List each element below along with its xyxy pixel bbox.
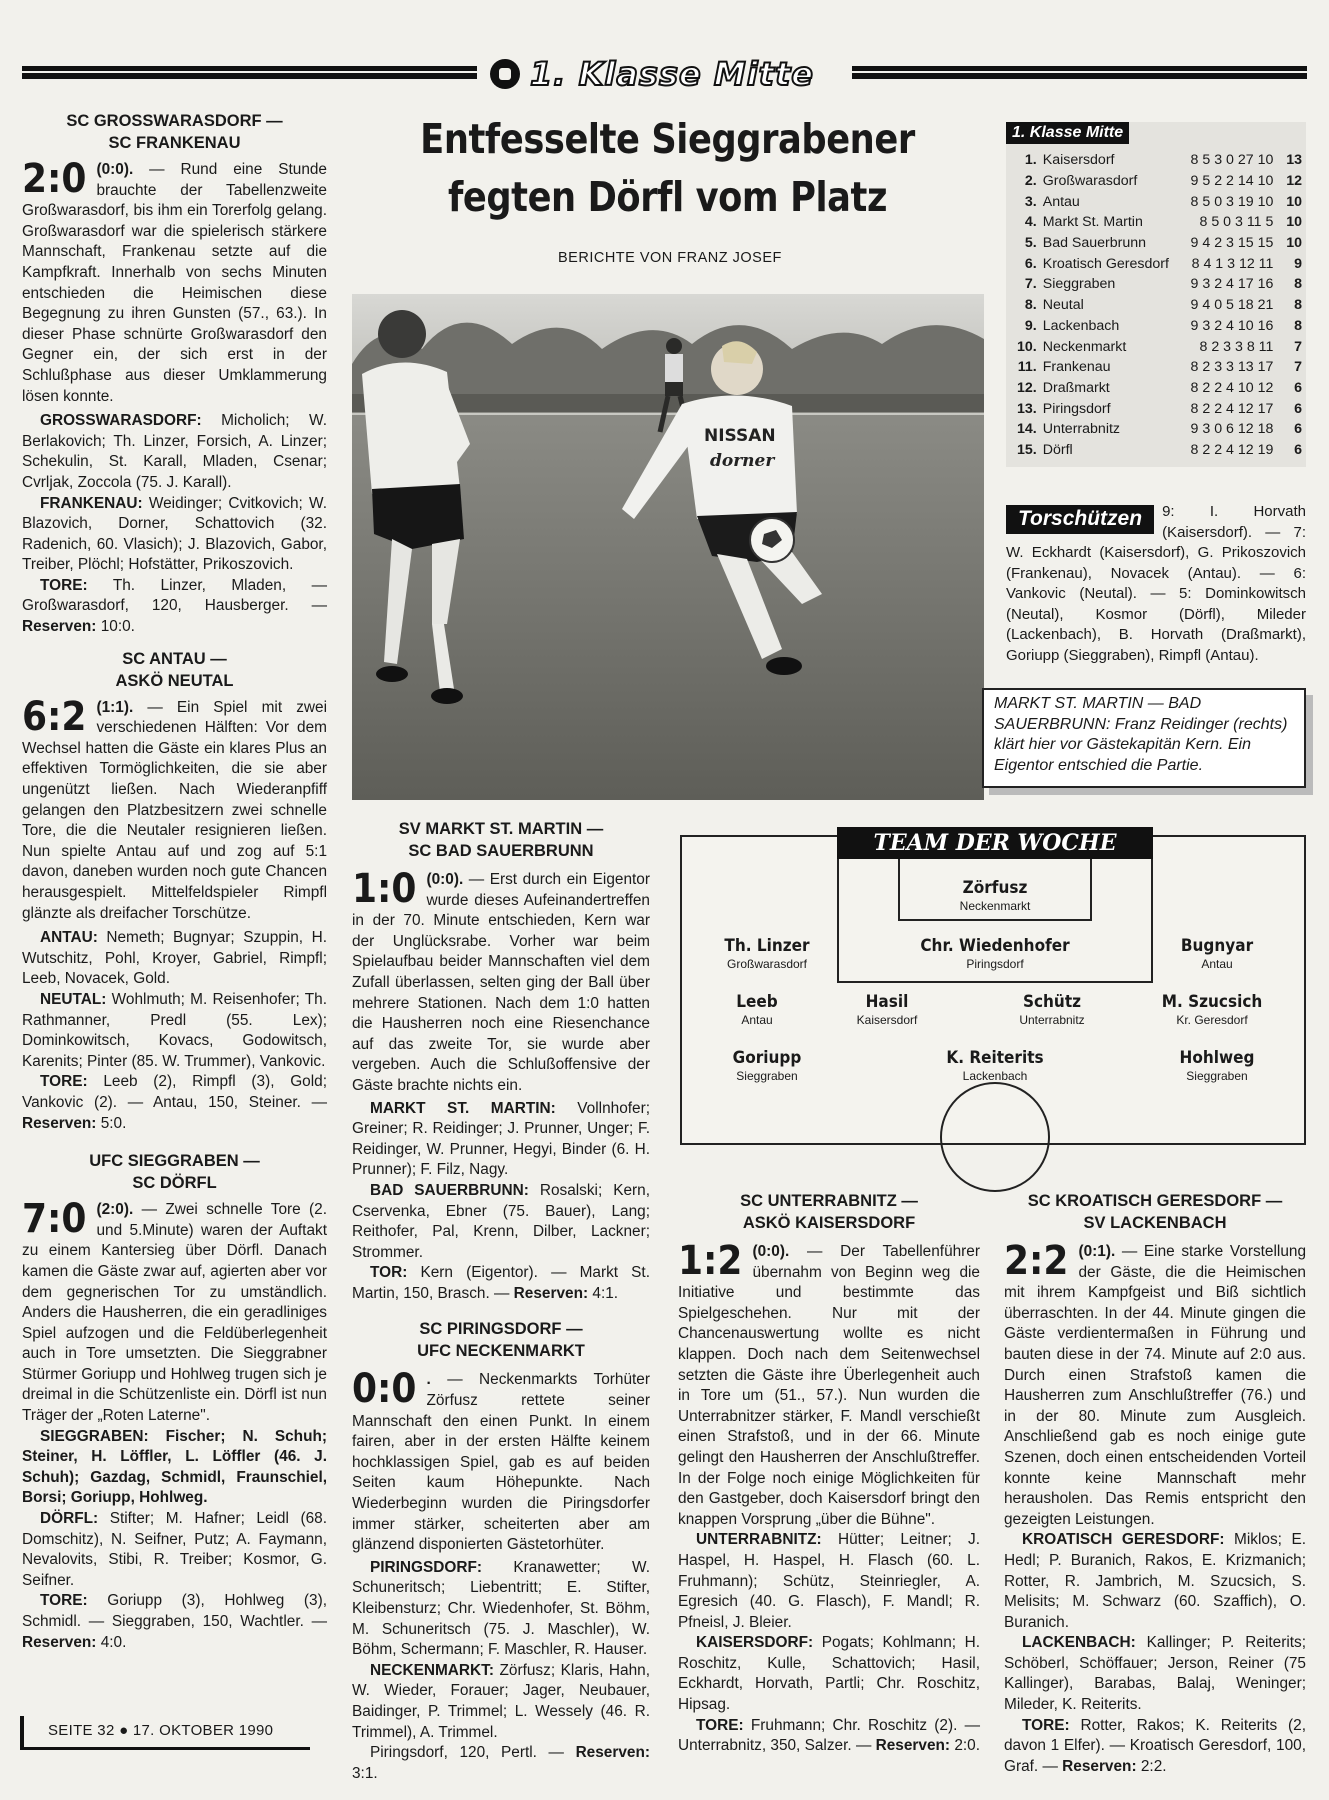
standings-rank: 13. bbox=[1017, 400, 1037, 417]
standings-points: 8 bbox=[1294, 276, 1302, 293]
scorers-title: Torschützen bbox=[1006, 505, 1154, 534]
standings-rank: 6. bbox=[1024, 255, 1037, 272]
team-player bbox=[910, 1047, 1080, 1083]
standings-record: 9 4 2 3 15 15 bbox=[1190, 235, 1274, 252]
lineup-text: Weidinger; Cvitkovich; W. Blazovich, Dorner, Schattovich (32. Radenich, 60. Vlasich); J. Blazovich, Gabor, Treiber, Plöchl; Hofstätter, Prikoszovich. bbox=[22, 494, 327, 574]
standings-row bbox=[1016, 274, 1302, 295]
match-away: SC BAD SAUERBRUNN bbox=[408, 842, 594, 860]
standings-rank: 1. bbox=[1024, 152, 1037, 169]
standings-record: 8 4 1 3 12 11 bbox=[1191, 255, 1274, 272]
match-score: 0:0 bbox=[352, 1366, 417, 1413]
goals-label: TORE: bbox=[40, 1073, 88, 1091]
player-name: Zörfusz bbox=[962, 878, 1028, 898]
column-bottom-3 bbox=[678, 1190, 980, 1757]
standings-table bbox=[1016, 150, 1302, 460]
goals-text: Piringsdorf, 120, Pertl. — bbox=[370, 1744, 564, 1762]
match-text: — Erst durch ein Eigentor wurde dieses Aufeinandertreffen in der 70. Minute entschieden, Kern war der Unglücksrabe. Vorher war beim Spielaufbau beider Mannschaften viel dem Zufall überlassen, selten ging der Ball über mehrere Stationen. Nach dem 1:0 hatten die Hausherren noch eine Riesenchance auf das zweite Tor, sie wurde aber vergeben. Auch die Schlußoffensive der Gäste brachte nichts ein. bbox=[352, 871, 650, 1094]
reserves-label: Reserven: bbox=[22, 618, 97, 636]
team-player bbox=[910, 935, 1080, 971]
goals-text: Fruhmann; Chr. Roschitz (2). — Unterrabnitz, 350, Salzer. — bbox=[678, 1716, 980, 1755]
standings-record: 8 2 3 3 13 17 bbox=[1190, 359, 1274, 376]
standings-rank: 15. bbox=[1017, 441, 1037, 458]
match-home: SC ANTAU — bbox=[122, 649, 227, 668]
center-circle bbox=[940, 1082, 1050, 1192]
standings-row bbox=[1016, 253, 1302, 274]
team-of-week-title: TEAM DER WOCHE bbox=[837, 827, 1153, 859]
player-club: Antau bbox=[1201, 957, 1233, 971]
standings-team: Neutal bbox=[1042, 297, 1084, 314]
player-club: Großwarasdorf bbox=[726, 957, 808, 971]
scorers-text: 9: I. Horvath (Kaisersdorf). — 7: W. Eckhardt (Kaisersdorf), G. Prikoszovich (Frankenau), Novacek (Antau). — 6: Vankovic (Neutal). — 5: Dominkowitsch (Neutal), Kosmor (Dörfl), Mileder (Lackenbach), B. Horvath (Draßmarkt), Goriupp (Sieggraben), Rimpfl (Antau). bbox=[1006, 503, 1306, 664]
lineup-text: Vollnhofer; Greiner; R. Reidinger; J. Prunner, Unger; F. Reidinger, W. Prunner, Hegyi, Binder (6. H. Prunner); F. Filz, Nagy. bbox=[352, 1099, 650, 1179]
column-left bbox=[22, 110, 327, 1653]
standings-points: 12 bbox=[1286, 173, 1302, 190]
match-score: 2:0 bbox=[22, 156, 87, 202]
headline-line-2: fegten Dörfl vom Platz bbox=[447, 173, 888, 221]
standings-row bbox=[1016, 440, 1302, 461]
team-player bbox=[1127, 991, 1297, 1027]
standings-record: 8 2 2 4 12 17 bbox=[1190, 400, 1274, 417]
goals-label: TORE: bbox=[40, 576, 88, 594]
lineup-team: GROSSWARASDORF: bbox=[40, 412, 202, 430]
match-home: SC PIRINGSDORF — bbox=[419, 1320, 583, 1339]
standings-row bbox=[1016, 419, 1302, 440]
halftime-score: (0:0). bbox=[426, 871, 464, 888]
standings-team: Neckenmarkt bbox=[1042, 338, 1127, 355]
goals-label: TORE: bbox=[1022, 1716, 1070, 1734]
reserves-label: Reserven: bbox=[563, 1744, 650, 1762]
lineup-text: Zörfusz; Klaris, Hahn, W. Wieder, Forauer; Jager, Neubauer, Baidinger, P. Trimmel; L. Wessely (46. R. Trimmel), A. Trimmel. bbox=[352, 1661, 650, 1741]
standings-row bbox=[1016, 212, 1302, 233]
player-name: Hasil bbox=[865, 992, 909, 1012]
player-club: Unterrabnitz bbox=[1019, 1013, 1085, 1027]
match-score: 1:2 bbox=[678, 1238, 743, 1284]
standings-rank: 2. bbox=[1024, 173, 1037, 190]
standings-points: 6 bbox=[1294, 400, 1302, 417]
team-player bbox=[910, 877, 1080, 913]
team-player bbox=[682, 935, 852, 971]
lineup-team: UNTERRABNITZ: bbox=[696, 1531, 822, 1549]
halftime-score: (0:0). bbox=[96, 161, 134, 178]
match-text: — Neckenmarkts Torhüter Zörfusz rettete seiner Mannschaft den einen Punkt. In einem fairen, aber in der ersten Hälfte keinem hochklassigen Spiel, gab es auf beiden Seiten kaum Höhepunkte. Nach Wiederbeginn wurden die Piringsdorfer immer stärker, scheiterten aber am glänzend disponierten Gästetorhüter. bbox=[352, 1371, 650, 1554]
reserves-text: 5:0. bbox=[96, 1114, 127, 1132]
lineup-text: Fischer; N. Schuh; Steiner, H. Löffler, L. Löffler (46. J. Schuh); Gazdag, Schmidl, Fraunschiel, Borsi; Goriupp, Hohlweg. bbox=[22, 1427, 327, 1507]
lineup-text: Micholich; W. Berlakovich; Th. Linzer, Forsich, A. Linzer; Schekulin, St. Karall, Mladen, Csenar; Cvrljak, Zoccola (75. J. Karall). bbox=[22, 412, 327, 491]
lineup-text: Stifter; M. Hafner; Leidl (68. Domschitz), N. Seifner, Putz; A. Faymann, Nevalovits, Stibi, R. Treiber; Kosmor, G. Seifner. bbox=[22, 1510, 327, 1589]
match-score: 1:0 bbox=[352, 866, 417, 912]
player-club: Sieggraben bbox=[736, 1069, 798, 1083]
standings-points: 6 bbox=[1294, 379, 1302, 396]
player-club: Kaisersdorf bbox=[856, 1013, 918, 1027]
player-name: M. Szucsich bbox=[1161, 992, 1263, 1012]
goals-text: Rotter, Rakos; K. Reiterits (2, davon 1 Elfer). — Kroatisch Geresdorf, 100, Graf. — bbox=[1004, 1716, 1306, 1775]
standings-title: 1. Klasse Mitte bbox=[1006, 122, 1129, 144]
reserves-text: 2:0. bbox=[950, 1737, 981, 1755]
standings-team: Großwarasdorf bbox=[1042, 173, 1138, 190]
match-score: 6:2 bbox=[22, 693, 87, 740]
standings-record: 8 2 2 4 12 19 bbox=[1190, 441, 1274, 458]
player-name: Schütz bbox=[1022, 992, 1082, 1012]
match-score: 7:0 bbox=[22, 1196, 87, 1243]
standings-row bbox=[1016, 357, 1302, 378]
goals-text: Kern (Eigentor). — Markt St. Martin, 150, Brasch. — bbox=[352, 1264, 650, 1302]
standings-points: 10 bbox=[1286, 193, 1302, 210]
lineup-text: Hütter; Leitner; J. Haspel, H. Haspel, H. Flasch (60. L. Fruhmann); Schütz, Steinriegler, A. Egresich (40. G. Flasch), F. Mandl; R. Pfneisl, J. Bleier. bbox=[678, 1531, 980, 1631]
column-bottom-4 bbox=[1004, 1190, 1306, 1777]
standings-points: 8 bbox=[1294, 297, 1302, 314]
goals-text: Goriupp (3), Hohlweg (3), Schmidl. — Sieggraben, 150, Wachtler. — bbox=[22, 1592, 327, 1630]
match-report-grosswarasdorf bbox=[22, 110, 327, 638]
standings-record: 9 5 2 2 14 10 bbox=[1190, 173, 1274, 190]
lineup-team: BAD SAUERBRUNN: bbox=[370, 1181, 529, 1199]
team-of-week-pitch bbox=[680, 830, 1306, 1145]
match-report-kroatisch-geresdorf bbox=[1004, 1190, 1306, 1777]
standings-team: Lackenbach bbox=[1042, 317, 1120, 334]
team-player bbox=[967, 991, 1137, 1027]
reserves-label: Reserven: bbox=[22, 1114, 97, 1132]
standings-points: 6 bbox=[1294, 421, 1302, 438]
reserves-text: 10:0. bbox=[96, 618, 135, 636]
reserves-label: Reserven: bbox=[871, 1737, 951, 1755]
section-header bbox=[490, 54, 842, 94]
player-club: Lackenbach bbox=[962, 1069, 1028, 1083]
standings-rank: 9. bbox=[1024, 317, 1037, 334]
standings-row bbox=[1016, 191, 1302, 212]
lineup-text: Kallinger; P. Reiterits; Schöberl, Schöffauer; Jerson, Reiner (75 Kallinger), Barabas, Balaj, Weninger; Mileder, K. Reiterits. bbox=[1004, 1634, 1306, 1714]
reserves-text: 3:1. bbox=[352, 1764, 378, 1782]
lineup-text: Nemeth; Bugnyar; Szuppin, H. Wutschitz, Pohl, Kroyer, Gabriel, Rimpfl; Leeb, Novacek, Gold. bbox=[22, 929, 327, 988]
standings-row bbox=[1016, 171, 1302, 192]
player-name: Chr. Wiedenhofer bbox=[920, 936, 1070, 956]
page-footer bbox=[20, 1716, 310, 1750]
standings-team: Frankenau bbox=[1042, 359, 1111, 376]
standings-points: 7 bbox=[1294, 338, 1302, 355]
standings-record: 8 2 2 4 10 12 bbox=[1190, 379, 1274, 396]
standings-record: 9 3 2 4 17 16 bbox=[1190, 276, 1274, 293]
goals-text: Leeb (2), Rimpfl (3), Gold; Vankovic (2). — Antau, 150, Steiner. — bbox=[22, 1073, 327, 1111]
standings-record: 8 2 3 3 8 11 bbox=[1199, 338, 1274, 355]
player-club: Kr. Geresdorf bbox=[1176, 1013, 1248, 1027]
standings-team: Antau bbox=[1042, 193, 1080, 210]
standings-rank: 5. bbox=[1024, 235, 1037, 252]
standings-record: 9 3 0 6 12 18 bbox=[1190, 421, 1274, 438]
player-name: Th. Linzer bbox=[724, 936, 810, 956]
standings-team: Markt St. Martin bbox=[1042, 214, 1143, 231]
shirt-text-2: dorner bbox=[710, 451, 775, 471]
match-photo bbox=[352, 294, 984, 800]
header-rule-right bbox=[852, 66, 1307, 79]
standings-record: 9 3 2 4 10 16 bbox=[1190, 317, 1274, 334]
match-report-piringsdorf bbox=[352, 1318, 650, 1784]
match-score: 2:2 bbox=[1004, 1238, 1069, 1284]
standings-row bbox=[1016, 378, 1302, 399]
goals-label: TOR: bbox=[370, 1264, 408, 1282]
standings-points: 13 bbox=[1286, 152, 1302, 169]
standings-team: Kaisersdorf bbox=[1042, 152, 1115, 169]
lineup-text: Miklos; E. Hedl; P. Buranich, Rakos, E. Krizmanich; Rotter, R. Jambrich, M. Szucsich, S. Melisits; M. Schwarz (60. Szaffich), O. Buranich. bbox=[1004, 1531, 1306, 1631]
standings-record: 8 5 3 0 27 10 bbox=[1190, 152, 1274, 169]
reserves-label: Reserven: bbox=[1057, 1757, 1137, 1775]
match-text: — Ein Spiel mit zwei verschiedenen Hälften: Vor dem Wechsel hatten die Gäste ein klares Plus an effektiven Tormöglichkeiten, die sie aber ungenützt ließen. Nach Wiederanpfiff gelangen den Platzbesitzern zwei schnelle Tore, die die Neutaler resignieren ließen. Nun spielte Antau auf und zog auf 5:1 davon, daneben wurden noch gute Chancen herausgespielt. Mittelfeldspieler Rimpfl glänzte als dreifacher Torschütze. bbox=[22, 698, 327, 922]
team-player bbox=[1132, 935, 1302, 971]
match-away: SV LACKENBACH bbox=[1083, 1214, 1227, 1232]
lineup-team: LACKENBACH: bbox=[1022, 1634, 1136, 1652]
standings-team: Kroatisch Geresdorf bbox=[1042, 255, 1169, 272]
standings-rank: 3. bbox=[1024, 193, 1037, 210]
standings-row bbox=[1016, 316, 1302, 337]
standings-team: Draßmarkt bbox=[1042, 379, 1110, 396]
lineup-team: FRANKENAU: bbox=[40, 494, 143, 512]
halftime-score: (0:1). bbox=[1078, 1243, 1116, 1260]
standings-rank: 10. bbox=[1017, 338, 1037, 355]
standings-row bbox=[1016, 295, 1302, 316]
match-home: SC KROATISCH GERESDORF — bbox=[1027, 1192, 1283, 1210]
match-home: UFC SIEGGRABEN — bbox=[89, 1152, 260, 1171]
player-club: Piringsdorf bbox=[966, 957, 1024, 971]
team-player bbox=[682, 1047, 852, 1083]
team-player bbox=[802, 991, 972, 1027]
standings-points: 10 bbox=[1286, 214, 1302, 231]
halftime-score: (0:0). bbox=[752, 1243, 790, 1260]
standings-box bbox=[1006, 122, 1306, 467]
shirt-text-1: NISSAN bbox=[704, 426, 776, 446]
standings-points: 9 bbox=[1294, 255, 1302, 272]
goals-label: TORE: bbox=[40, 1592, 88, 1610]
standings-rank: 7. bbox=[1024, 276, 1037, 293]
player-name: Bugnyar bbox=[1180, 936, 1254, 956]
lineup-text: Kranawetter; W. Schuneritsch; Liebentritt; E. Stifter, Kleibensturz; Chr. Wiedenhofer, St. Böhm, M. Schuneritsch (75. J. Maschler), W. Böhm, Schermann; F. Maschler, R. Hauser. bbox=[352, 1558, 650, 1659]
standings-row bbox=[1016, 233, 1302, 254]
lineup-team: KAISERSDORF: bbox=[696, 1634, 814, 1652]
standings-row bbox=[1016, 398, 1302, 419]
header-rule-left bbox=[22, 66, 477, 79]
standings-rank: 4. bbox=[1024, 214, 1037, 231]
player-name: K. Reiterits bbox=[946, 1048, 1044, 1068]
column-middle bbox=[352, 818, 650, 1784]
lineup-team: PIRINGSDORF: bbox=[370, 1558, 483, 1576]
headline-block bbox=[345, 110, 990, 266]
standings-points: 10 bbox=[1286, 235, 1302, 252]
match-home: SV MARKT ST. MARTIN — bbox=[398, 820, 604, 838]
lineup-team: NECKENMARKT: bbox=[370, 1661, 494, 1679]
match-report-sieggraben bbox=[22, 1150, 327, 1653]
standings-team: Sieggraben bbox=[1042, 276, 1116, 293]
standings-rank: 11. bbox=[1017, 359, 1037, 376]
football-icon bbox=[490, 59, 520, 89]
lineup-team: NEUTAL: bbox=[40, 990, 107, 1008]
lineup-team: ANTAU: bbox=[40, 929, 98, 947]
standings-points: 6 bbox=[1294, 441, 1302, 458]
caption-text: MARKT ST. MARTIN — BAD SAUERBRUNN: Franz Reidinger (rechts) klärt hier vor Gästekapitän Kern. Ein Eigentor entschied die Partie. bbox=[994, 695, 1288, 774]
lineup-team: KROATISCH GERESDORF: bbox=[1022, 1531, 1225, 1549]
player-club: Sieggraben bbox=[1186, 1069, 1248, 1083]
lineup-text: Pogats; Kohlmann; H. Roschitz, Kulle, Schattovich; Hasil, Eckhardt, Horvath, Partli; Chr. Roschitz, Hipsag. bbox=[678, 1634, 980, 1714]
reserves-label: Reserven: bbox=[509, 1284, 589, 1302]
standings-team: Piringsdorf bbox=[1042, 400, 1111, 417]
byline: BERICHTE VON FRANZ JOSEF bbox=[558, 250, 782, 266]
standings-points: 8 bbox=[1294, 317, 1302, 334]
lineup-text: Rosalski; Kern, Cservenka, Ebner (75. Bauer), Lang; Reithofer, Pal, Krenn, Dilber, Lackner; Strommer. bbox=[352, 1181, 650, 1261]
photo-caption bbox=[982, 688, 1306, 788]
lineup-text: Wohlmuth; M. Reisenhofer; Th. Rathmanner, Predl (55. Lex); Dominkowitsch, Kovacs, Godowitsch, Karenits; Pinter (85. W. Trummer), Vankovic. bbox=[22, 990, 327, 1070]
standings-rank: 14. bbox=[1017, 421, 1037, 438]
team-player bbox=[1132, 1047, 1302, 1083]
standings-row bbox=[1016, 150, 1302, 171]
standings-points: 7 bbox=[1294, 359, 1302, 376]
reserves-text: 4:1. bbox=[588, 1284, 619, 1302]
reserves-label: Reserven: bbox=[22, 1633, 97, 1651]
lineup-team: MARKT ST. MARTIN: bbox=[370, 1099, 556, 1117]
match-report-antau bbox=[22, 648, 327, 1134]
match-text: — Rund eine Stunde brauchte der Tabellenzweite Großwarasdorf, bis ihm ein Torerfolg gelang. Großwarasdorf war die spielerisch stärkere Mannschaft, Frankenau setzte auf die Kampfkraft. Innerhalb von sechs Minuten entschieden die Heimischen diese Begegnung zu ihren Gunsten (57., 63.). In dieser Phase schnürte Großwarasdorf den Gegner ein, der sich erst in der Schlußphase aus dieser Umklammerung lösen konnte. bbox=[22, 161, 327, 405]
player-name: Goriupp bbox=[732, 1048, 802, 1068]
match-home: SC GROSSWARASDORF — bbox=[66, 112, 283, 130]
match-away: UFC NECKENMARKT bbox=[417, 1342, 585, 1361]
standings-record: 8 5 0 3 11 5 bbox=[1199, 214, 1274, 231]
match-text: — Der Tabellenführer übernahm von Beginn weg die Initiative und bestimmte das Spielgeschehen. Nur mit der Chancenauswertung wollte es nicht klappen. Doch nach dem Seitenwechsel setzten die Gäste ihre Überlegenheit auch in Tore um (51., 57.). Nun wurden die Unterrabnitzer stärker, F. Mandl verschießt einen Strafstoß, und in der 66. Minute gelingt den Hausherren der Anschlußtreffer. In der Folge noch einige Möglichkeiten für den Gastgeber, doch Kaisersdorf bringt den knappen Vorsprung „über die Bühne". bbox=[678, 1243, 980, 1528]
player-name: Hohlweg bbox=[1179, 1048, 1255, 1068]
halftime-score: (2:0). bbox=[96, 1201, 134, 1219]
standings-team: Bad Sauerbrunn bbox=[1042, 235, 1147, 252]
reserves-text: 4:0. bbox=[96, 1633, 127, 1651]
reserves-text: 2:2. bbox=[1136, 1757, 1167, 1775]
match-text: — Zwei schnelle Tore (2. und 5.Minute) waren der Auftakt zu einem Kantersieg über Dörfl. Danach kamen die Gäste zwar auf, agierten aber vor dem gegnerischen Tor zu umständlich. Anders die Hausherren, die ein geradliniges Spiel aufzogen und die Feldüberlegenheit auch in Tore umsetzten. Die Sieggrabner Stürmer Goriupp und Hohlweg trugen sich je dreimal in die Schützenliste ein. Dörfl ist nun Träger der „Roten Laterne". bbox=[22, 1201, 327, 1425]
section-title: 1. Klasse Mitte bbox=[530, 55, 814, 93]
lineup-team: DÖRFL: bbox=[40, 1510, 99, 1528]
standings-rank: 8. bbox=[1024, 297, 1037, 314]
standings-record: 9 4 0 5 18 21 bbox=[1190, 297, 1274, 314]
goals-label: TORE: bbox=[696, 1716, 744, 1734]
standings-rank: 12. bbox=[1017, 379, 1037, 396]
goals-text: Th. Linzer, Mladen, — Großwarasdorf, 120, Hausberger. — bbox=[22, 576, 327, 615]
player-club: Neckenmarkt bbox=[959, 899, 1031, 913]
player-name: Leeb bbox=[736, 992, 778, 1012]
match-report-markt-st-martin bbox=[352, 818, 650, 1304]
halftime-score: (1:1). bbox=[96, 698, 134, 716]
halftime-score: . bbox=[426, 1371, 431, 1389]
match-home: SC UNTERRABNITZ — bbox=[740, 1192, 918, 1210]
scorers-box bbox=[1006, 502, 1306, 666]
standings-row bbox=[1016, 336, 1302, 357]
lineup-team: SIEGGRABEN: bbox=[40, 1427, 149, 1445]
match-away: ASKÖ KAISERSDORF bbox=[742, 1214, 916, 1232]
standings-record: 8 5 0 3 19 10 bbox=[1190, 193, 1274, 210]
match-away: ASKÖ NEUTAL bbox=[115, 671, 234, 690]
match-text: — Eine starke Vorstellung der Gäste, die die Heimischen mit ihrem Kampfgeist und Biß sichtlich überraschten. In der 44. Minute gingen die Gäste verdientermaßen in Führung und bauten diese in der 74. Minute auf 2:0 aus. Durch einen Strafstoß kamen die Hausherren zum Anschlußtreffer (76.) und in der 80. Minute zum Ausgleich. Anschließend gab es noch einige gute Szenen, doch einen entscheidenden Vorteil konnte keine Mannschaft mehr herausholen. Das Remis entspricht den gezeigten Leistungen. bbox=[1004, 1243, 1306, 1528]
match-report-unterrabnitz bbox=[678, 1190, 980, 1757]
match-away: SC DÖRFL bbox=[132, 1174, 217, 1193]
headline-line-1: Entfesselte Sieggrabener bbox=[420, 115, 915, 163]
standings-team: Unterrabnitz bbox=[1042, 421, 1121, 438]
player-club: Antau bbox=[741, 1013, 773, 1027]
footer-text: SEITE 32 ● 17. OKTOBER 1990 bbox=[48, 1722, 274, 1739]
match-away: SC FRANKENAU bbox=[108, 134, 241, 152]
standings-team: Dörfl bbox=[1042, 441, 1073, 458]
photo-illustration bbox=[352, 294, 984, 800]
